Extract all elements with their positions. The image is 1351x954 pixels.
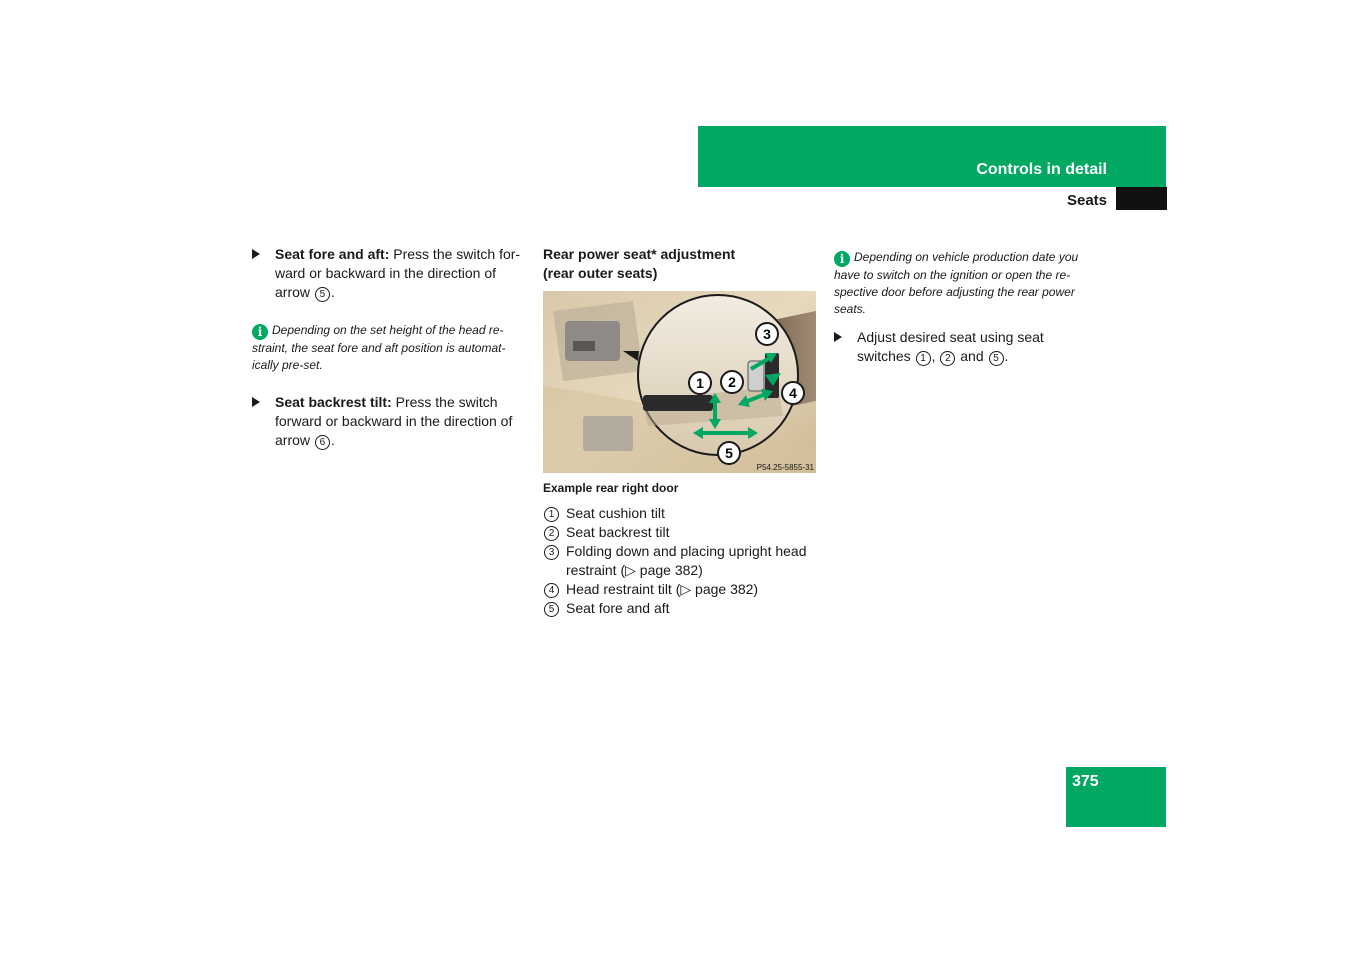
note-text: Depending on the set height of the head re- (272, 323, 504, 337)
figure-legend (543, 504, 823, 618)
legend-item (543, 580, 823, 599)
legend-item (543, 599, 823, 618)
instruction-text: and (956, 348, 988, 364)
instruction-text: Press the switch for- (389, 246, 521, 262)
page-number: 375 (1072, 773, 1099, 790)
callout-4: 4 (789, 385, 797, 401)
instruction-text: forward or backward in the direction of (275, 413, 513, 429)
section-title: Controls in detail (976, 161, 1107, 178)
figure-legend-block (543, 479, 823, 618)
subsection-title: Seats (1066, 192, 1107, 209)
note-text: Depending on vehicle production date you (854, 250, 1079, 264)
info-icon: i (252, 324, 268, 340)
callout-reference: 6 (315, 435, 330, 450)
callout-reference: 2 (940, 351, 955, 366)
legend-text: Seat backrest tilt (566, 524, 670, 540)
bullet-arrow-icon (252, 249, 260, 259)
instruction-text: arrow (275, 432, 314, 448)
instruction-text: . (330, 432, 335, 448)
note-text: spective door before adjusting the rear power (834, 285, 1075, 299)
instruction-label: Seat fore and aft: (275, 246, 390, 262)
instruction-text: Adjust desired seat using seat (857, 329, 1044, 345)
figure-illustration (543, 291, 816, 473)
info-note (252, 322, 532, 374)
legend-number: 1 (544, 507, 559, 522)
legend-text: Seat cushion tilt (566, 505, 665, 521)
callout-1: 1 (696, 375, 704, 391)
callout-3: 3 (763, 326, 771, 342)
instruction-text: , (931, 348, 940, 364)
middle-column (543, 245, 823, 283)
bullet-arrow-icon (252, 397, 260, 407)
instruction-text: . (330, 284, 335, 300)
instruction-adjust-seat (834, 328, 1114, 366)
legend-text: restraint (▷ page 382) (566, 562, 703, 578)
instruction-text: Press the switch (391, 394, 498, 410)
section-heading: Rear power seat* adjustment (543, 246, 736, 262)
left-column (252, 245, 532, 450)
callout-reference: 5 (315, 287, 330, 302)
subsection-tab-marker (1116, 187, 1167, 210)
info-note (834, 249, 1114, 318)
right-column (834, 249, 1114, 366)
figure-caption: Example rear right door (543, 481, 679, 495)
legend-item (543, 523, 823, 542)
callout-reference: 1 (916, 351, 931, 366)
legend-number: 4 (544, 583, 559, 598)
legend-number: 3 (544, 545, 559, 560)
legend-number: 2 (544, 526, 559, 541)
legend-text: Seat fore and aft (566, 600, 670, 616)
callout-reference: 5 (989, 351, 1004, 366)
note-text: ically pre-set. (252, 358, 323, 372)
instruction-label: Seat backrest tilt: (275, 394, 392, 410)
bullet-arrow-icon (834, 332, 842, 342)
instruction-seat-fore-aft (252, 245, 532, 302)
rear-door-seat-switch-figure (543, 291, 816, 473)
instruction-text: arrow (275, 284, 314, 300)
note-text: have to switch on the ignition or open the re- (834, 268, 1071, 282)
instruction-seat-backrest-tilt (252, 393, 532, 450)
legend-text: Folding down and placing upright head (566, 543, 807, 559)
instruction-text: . (1004, 348, 1009, 364)
section-heading: (rear outer seats) (543, 265, 658, 281)
legend-item (543, 542, 823, 580)
note-text: straint, the seat fore and aft position is automat- (252, 341, 506, 355)
instruction-text: ward or backward in the direction of (275, 265, 496, 281)
instruction-text: switches (857, 348, 915, 364)
legend-item (543, 504, 823, 523)
info-icon: i (834, 251, 850, 267)
legend-text: Head restraint tilt (▷ page 382) (566, 581, 759, 597)
callout-5: 5 (725, 445, 733, 461)
legend-number: 5 (544, 602, 559, 617)
note-text: seats. (834, 302, 867, 316)
callout-2: 2 (728, 374, 736, 390)
figure-code: P54.25-5855-31 (756, 463, 814, 472)
